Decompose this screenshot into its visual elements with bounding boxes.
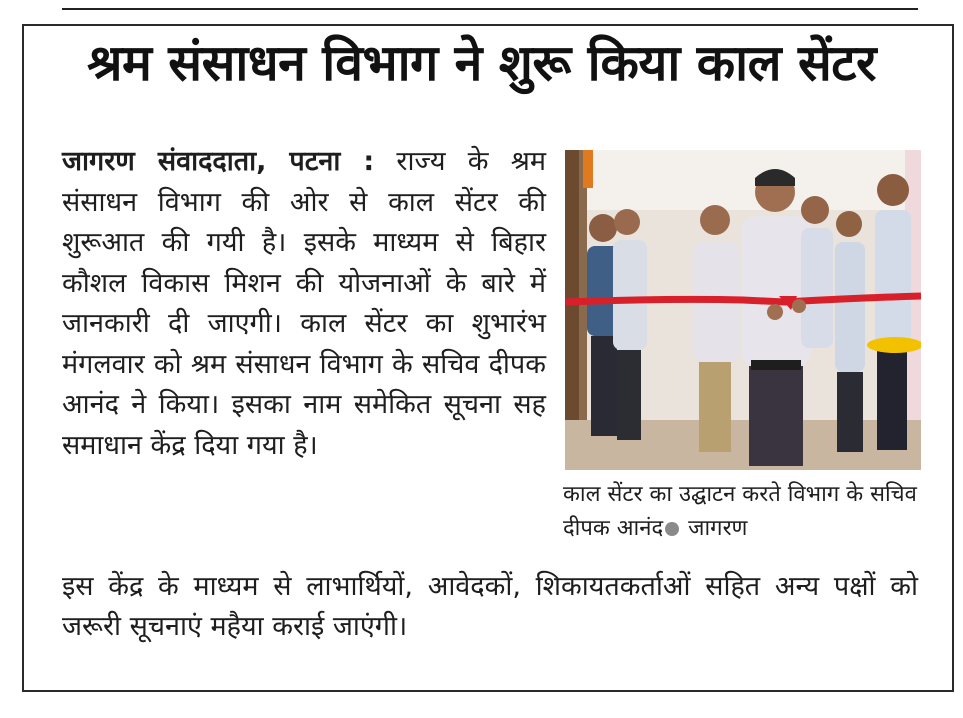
byline: जागरण संवाददाता, पटना : [62,146,375,177]
top-rule [62,8,918,10]
article-body-column [62,142,546,466]
headline: श्रम संसाधन विभाग ने शुरू किया काल सेंटर [87,34,876,92]
article-body-continued: इस केंद्र के माध्यम से लाभार्थियों, आवेदकों, शिकायतकर्ताओं सहित अन्य पक्षों को जरूरी सूचनाएं महैया कराई जाएंगी। [62,571,918,642]
news-photo [565,150,921,470]
photo-caption [563,478,927,546]
caption-bullet-icon [665,522,679,536]
body-text: राज्य के श्रम संसाधन विभाग की ओर से काल सेंटर की शुरूआत की गयी है। इसके माध्यम से बिहार कौशल विकास मिशन की योजनाओं के बारे में जानकारी दी जाएगी। काल सेंटर का शुभारंभ मंगलवार को श्रम संसाधन विभाग के सचिव दीपक आनंद ने किया। इसका नाम समेकित सूचना सह समाधान केंद्र दिया गया है। [62,146,546,461]
photo-credit: जागरण [688,516,748,541]
caption-text: काल सेंटर का उद्घाटन करते विभाग के सचिव दीपक आनंद [563,482,917,541]
